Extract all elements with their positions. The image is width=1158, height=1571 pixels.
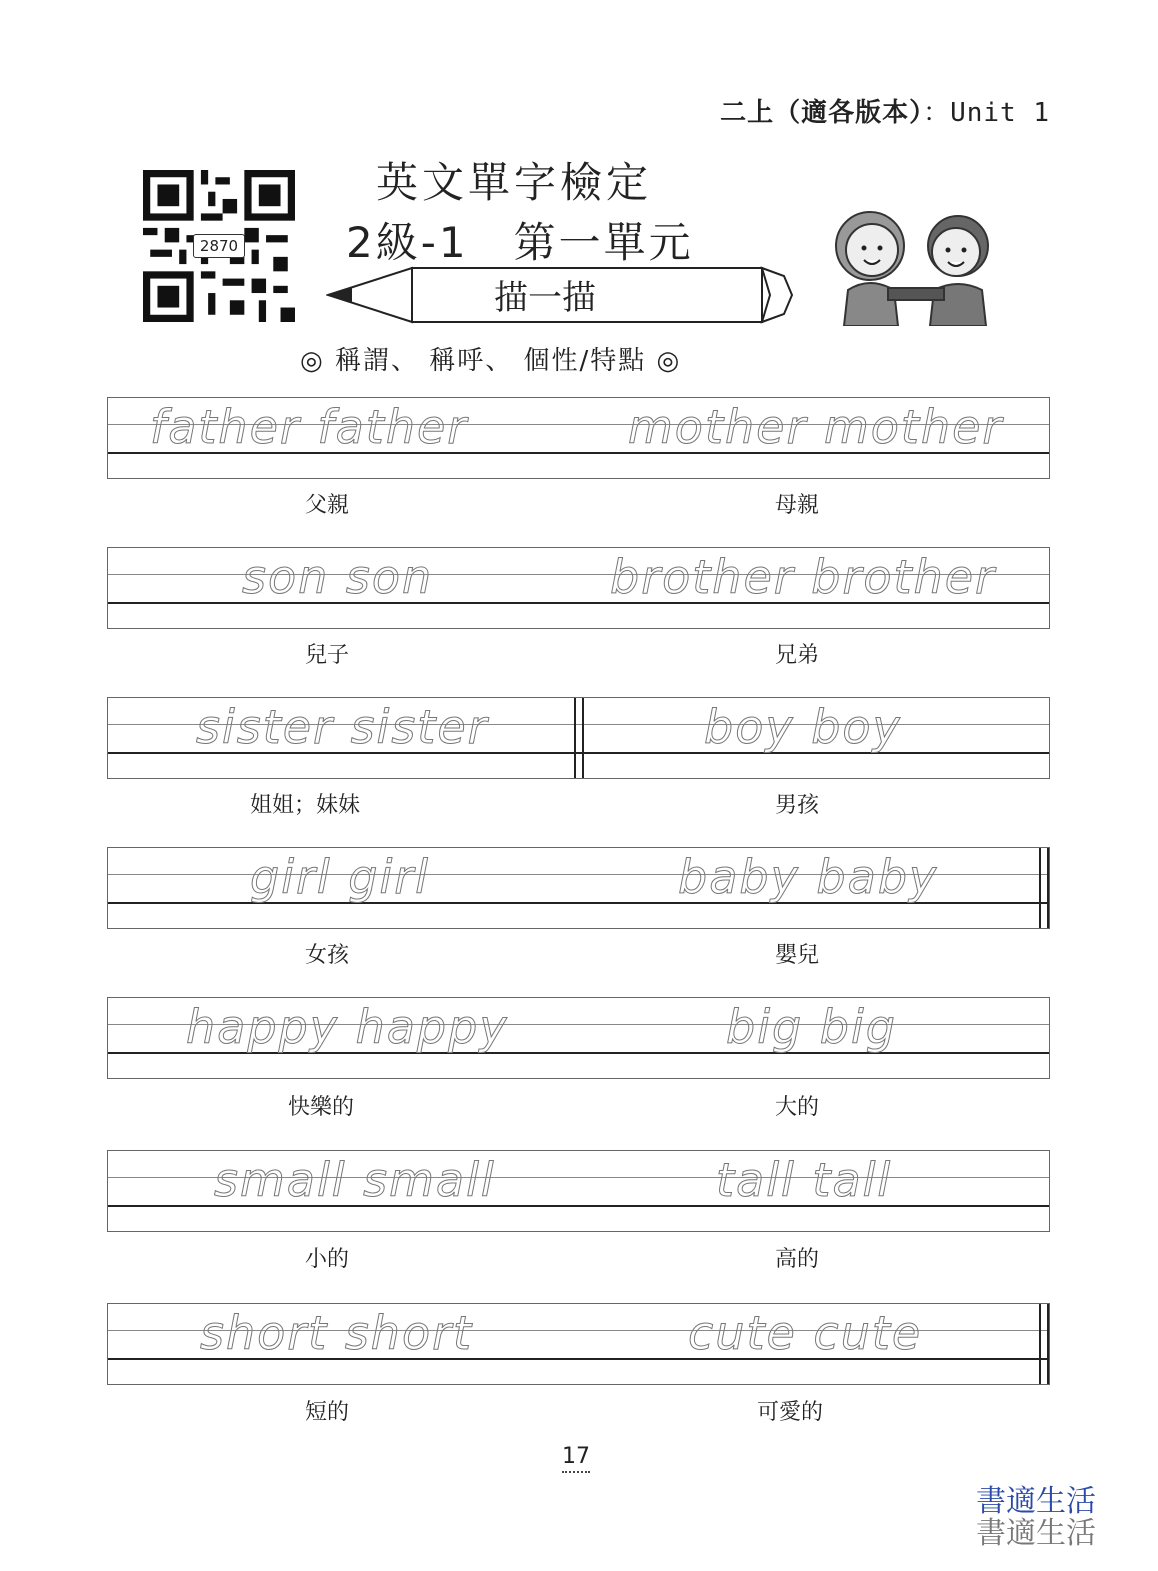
meaning-right: 嬰兒 xyxy=(775,943,820,968)
tracing-row xyxy=(107,1150,1050,1232)
trace-word-left: father father xyxy=(150,400,469,454)
grade-label xyxy=(720,92,1050,129)
page-subtitle: 2級-1 第一單元 xyxy=(346,218,694,267)
meaning-left: 短的 xyxy=(305,1400,350,1425)
trace-word-right: big big xyxy=(726,1000,897,1054)
meaning-left: 快樂的 xyxy=(288,1095,355,1120)
meaning-left: 兒子 xyxy=(305,643,350,668)
trace-word-left: sister sister xyxy=(196,700,489,754)
trace-word-right: tall tall xyxy=(716,1153,893,1207)
meaning-right: 高的 xyxy=(775,1247,820,1272)
trace-word-right: brother brother xyxy=(610,550,996,604)
trace-word-left: happy happy xyxy=(186,1000,509,1054)
tracing-row xyxy=(107,997,1050,1079)
page-title: 英文單字檢定 xyxy=(376,158,653,207)
trace-word-left: girl girl xyxy=(250,850,430,904)
trace-word-left: small small xyxy=(214,1153,496,1207)
meaning-right: 男孩 xyxy=(775,793,820,818)
trace-word-left: short short xyxy=(200,1306,474,1360)
unit-text: ：Unit 1 xyxy=(923,98,1050,128)
row-divider xyxy=(574,698,584,778)
meaning-right: 可愛的 xyxy=(757,1400,824,1425)
meaning-left: 小的 xyxy=(305,1247,350,1272)
grade-text: 二上（適各版本） xyxy=(720,98,924,128)
section-title: ◎ 稱謂、 稱呼、 個性/特點 ◎ xyxy=(300,346,682,376)
meaning-right: 母親 xyxy=(775,493,820,518)
tracing-row xyxy=(107,1303,1050,1385)
row-end-bar xyxy=(1039,1304,1049,1384)
trace-label: 描一描 xyxy=(494,278,596,318)
tracing-row xyxy=(107,547,1050,629)
meaning-right: 兄弟 xyxy=(775,643,820,668)
tracing-row xyxy=(107,847,1050,929)
qr-code-number: 2870 xyxy=(193,234,245,258)
tracing-row xyxy=(107,397,1050,479)
meaning-left: 女孩 xyxy=(305,943,350,968)
trace-word-left: son son xyxy=(242,550,434,604)
trace-word-right: cute cute xyxy=(688,1306,923,1360)
meaning-left: 姐姐；妹妹 xyxy=(250,793,361,818)
brand-logo-text: 書適生活 xyxy=(976,1484,1096,1519)
children-illustration xyxy=(818,200,1010,326)
trace-word-right: baby baby xyxy=(678,850,939,904)
meaning-right: 大的 xyxy=(775,1095,820,1120)
tracing-row xyxy=(107,697,1050,779)
meaning-left: 父親 xyxy=(305,493,350,518)
trace-word-right: boy boy xyxy=(704,700,902,754)
row-end-bar xyxy=(1039,848,1049,928)
page-number: 17 xyxy=(562,1444,590,1473)
brand-logo-text-secondary: 書適生活 xyxy=(976,1516,1096,1551)
trace-word-right: mother mother xyxy=(628,400,1004,454)
